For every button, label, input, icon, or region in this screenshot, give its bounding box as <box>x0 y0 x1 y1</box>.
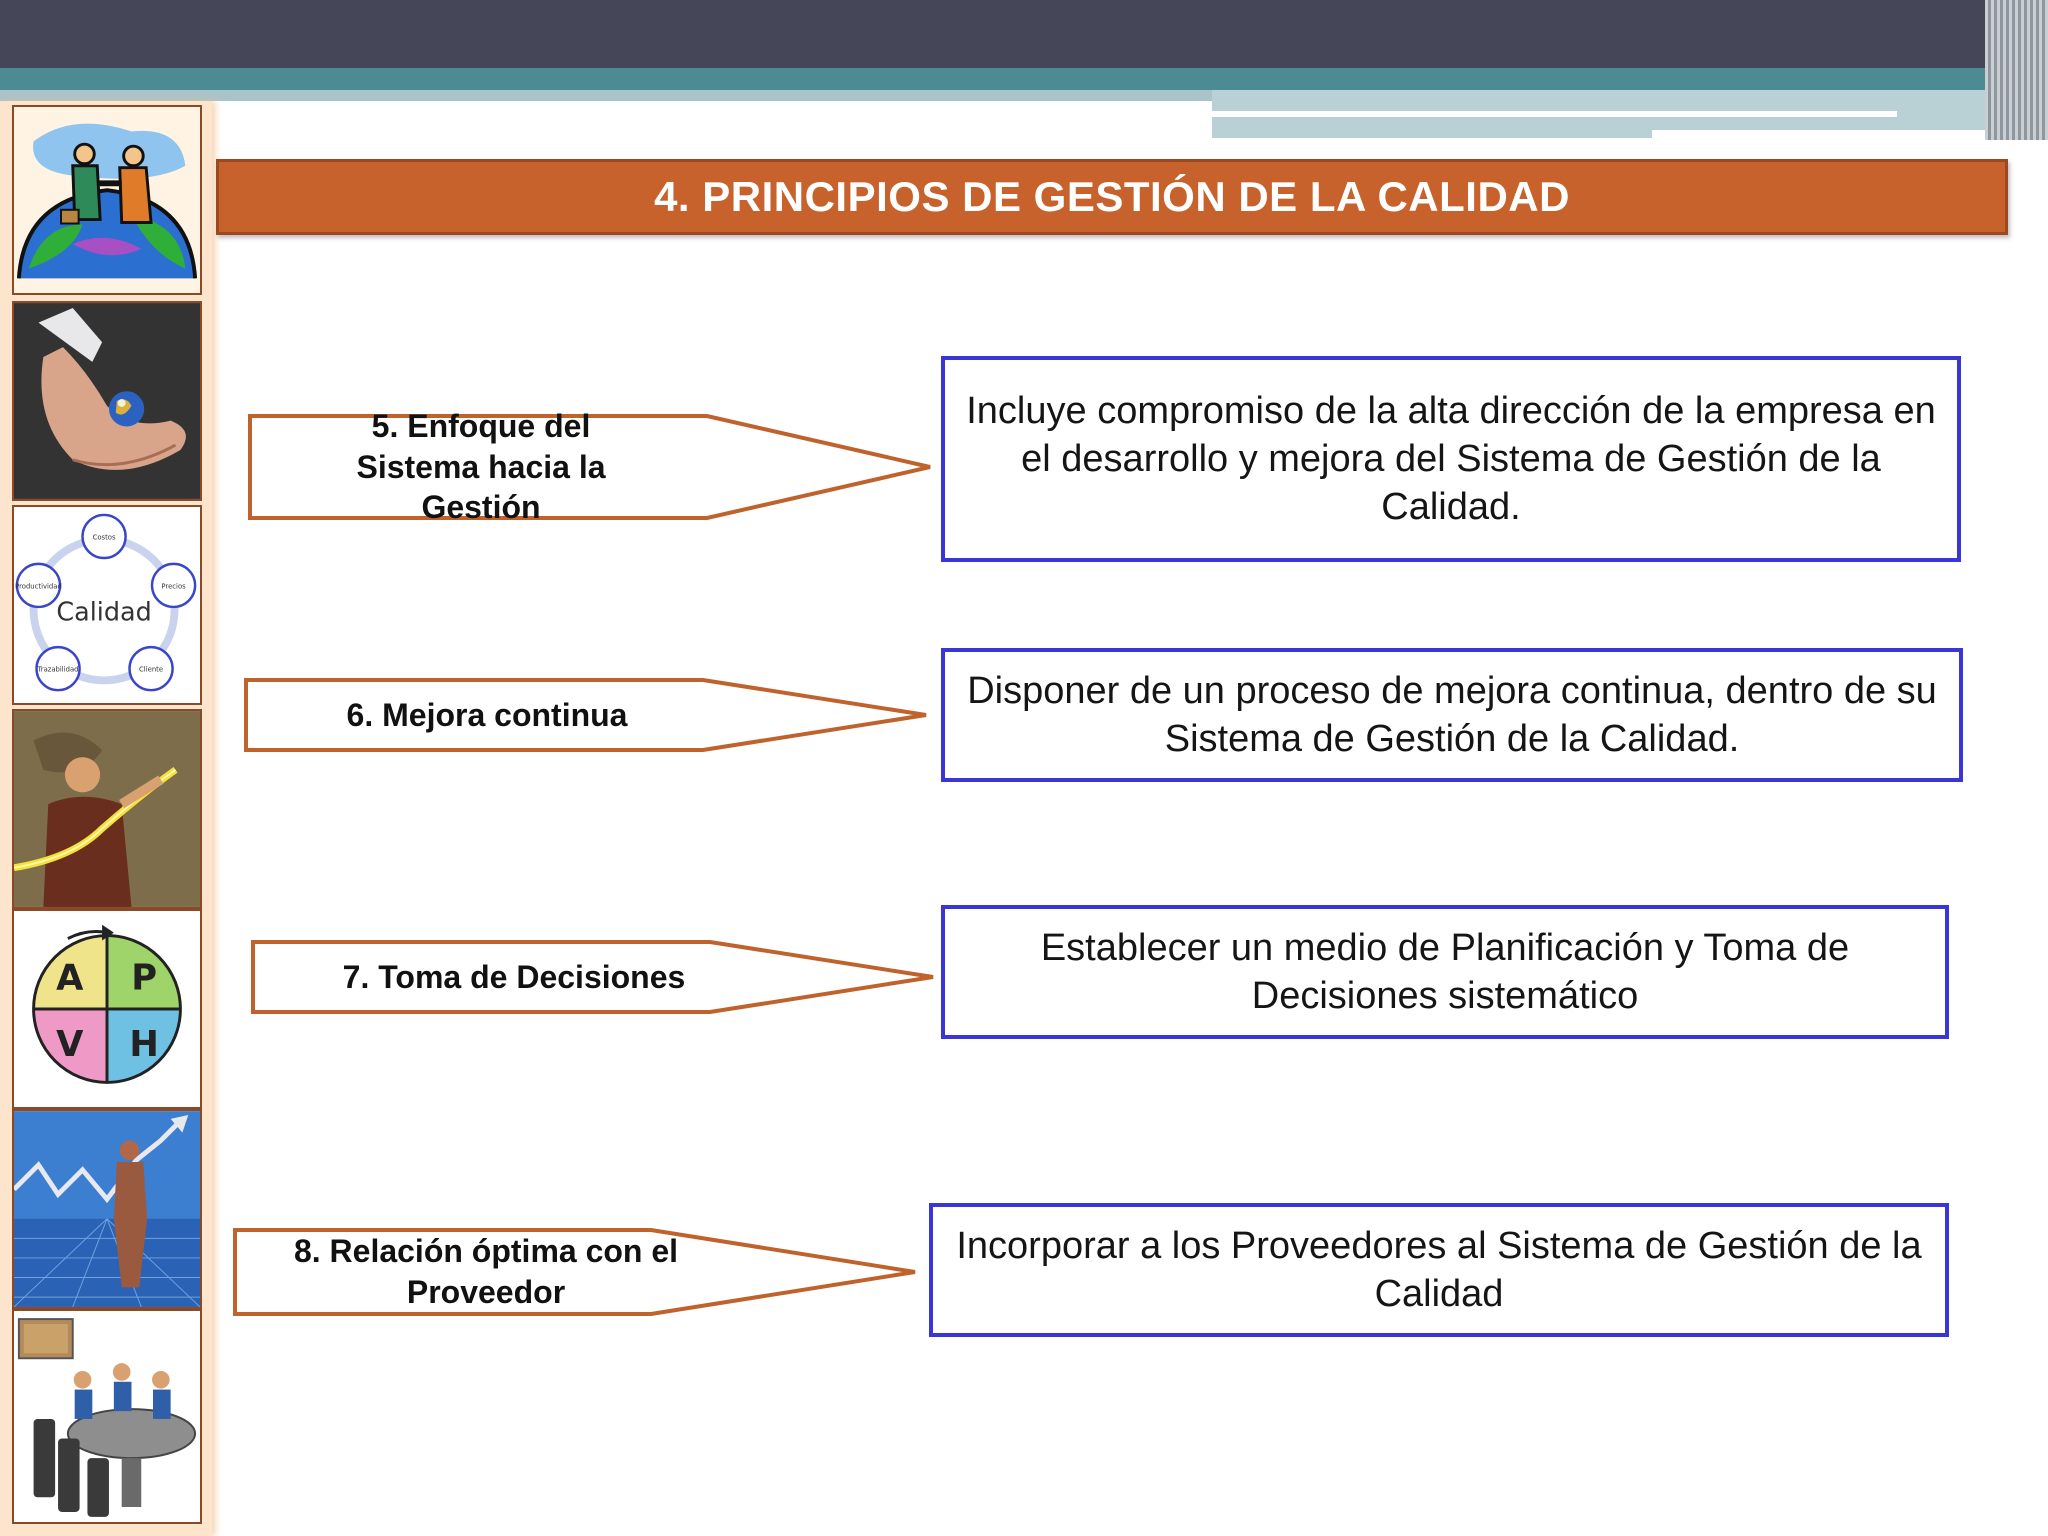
image-sidebar <box>0 101 212 1536</box>
meeting-room-image <box>12 1309 202 1524</box>
improvement-graph-image <box>12 709 202 909</box>
header-corner-stripes <box>1985 0 2048 140</box>
wheel-node-productividad: Productividad <box>15 582 62 591</box>
header-stripe-2 <box>1652 130 2012 140</box>
header-band-teal <box>0 68 2000 90</box>
principle-5-description: Incluye compromiso de la alta dirección de la empresa en el desarrollo y mejora del Sistema de Gestión de la Calidad. <box>941 356 1961 562</box>
handshake-globe-image <box>12 105 202 295</box>
principle-8-description: Incorporar a los Proveedores al Sistema de Gestión de la Calidad <box>929 1203 1949 1337</box>
wheel-node-trazabilidad: Trazabilidad <box>37 665 79 674</box>
principle-7-arrow <box>249 938 937 1016</box>
principle-6-label: 6. Mejora continua <box>346 696 628 733</box>
business-growth-image <box>12 1109 202 1309</box>
quality-wheel-image <box>12 505 202 705</box>
principle-7-description: Establecer un medio de Planificación y Toma de Decisiones sistemático <box>941 905 1949 1039</box>
principle-7-label: 7. Toma de Decisiones <box>342 958 686 995</box>
principle-5-label: 5. Enfoque del Sistema hacia la Gestión <box>356 407 606 526</box>
header-band-dark <box>0 0 2048 68</box>
phva-cycle-image <box>12 909 202 1109</box>
wheel-node-precios: Precios <box>161 582 186 591</box>
phva-a-label: A <box>56 957 84 999</box>
header-band-light <box>0 90 1212 101</box>
hand-globe-image <box>12 301 202 501</box>
wheel-node-cliente: Cliente <box>139 665 164 674</box>
phva-h-label: H <box>129 1023 159 1065</box>
principle-6-description: Disponer de un proceso de mejora continua, dentro de su Sistema de Gestión de la Calidad. <box>941 648 1963 782</box>
wheel-center-label: Calidad <box>56 597 152 628</box>
slide-title: 4. PRINCIPIOS DE GESTIÓN DE LA CALIDAD <box>654 173 1570 220</box>
principle-8-arrow <box>231 1226 919 1318</box>
principle-8-label: 8. Relación óptima con el Proveedor <box>293 1233 679 1310</box>
phva-v-label: V <box>56 1023 84 1065</box>
principle-5-arrow <box>246 407 934 526</box>
wheel-node-costos: Costos <box>92 533 116 542</box>
header-stripe <box>1212 111 1897 117</box>
title-banner <box>216 159 2008 235</box>
phva-p-label: P <box>131 957 158 999</box>
principle-6-arrow <box>242 676 930 754</box>
